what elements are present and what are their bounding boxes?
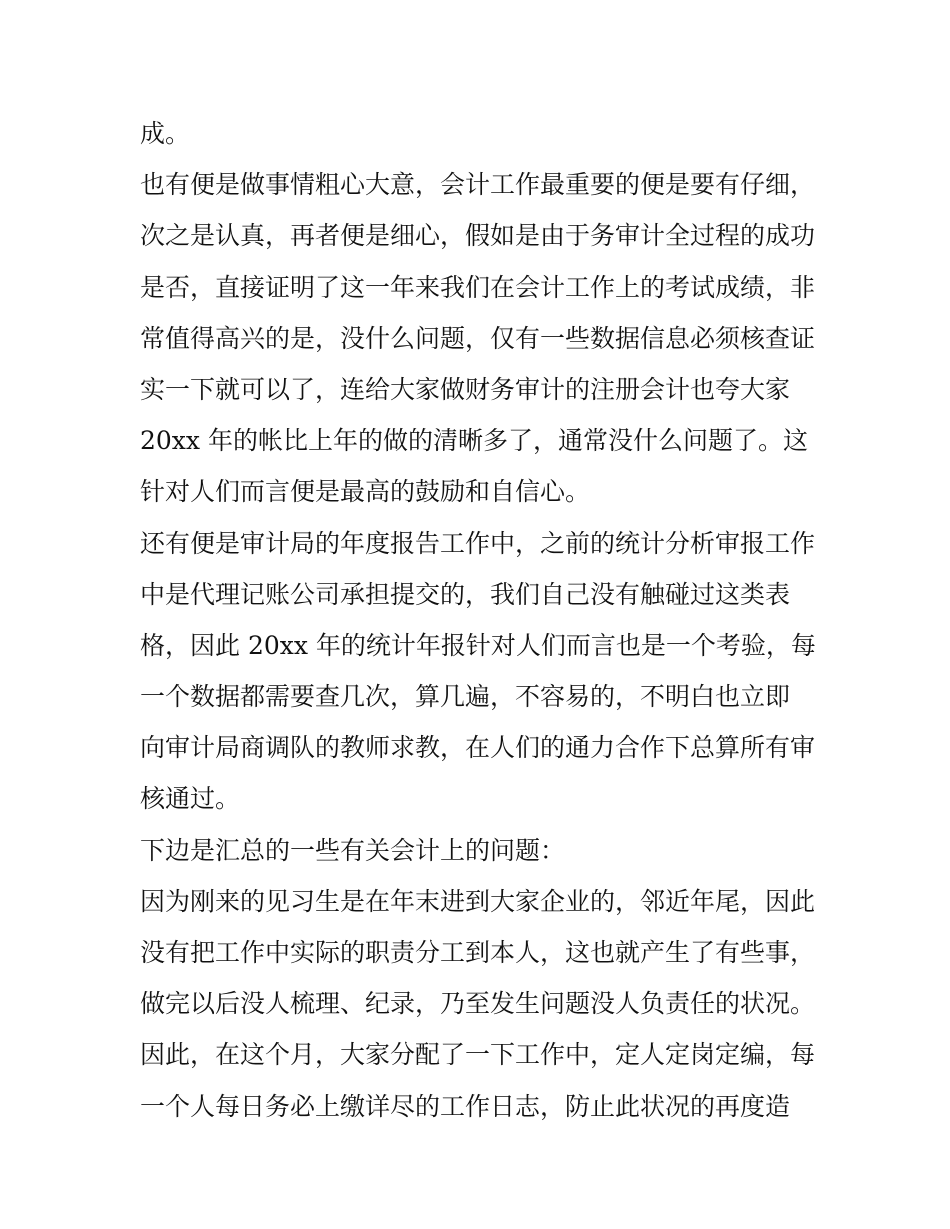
text-line: 一个数据都需要查几次，算几遍，不容易的，不明白也立即 (140, 682, 791, 712)
document-body-text (140, 108, 830, 1132)
text-line: 也有便是做事情粗心大意，会计工作最重要的便是要有仔细， (140, 170, 816, 200)
text-line: 是否，直接证明了这一年来我们在会计工作上的考试成绩，非 (140, 272, 816, 302)
text-line: 核通过。 (140, 784, 241, 814)
text-line: 次之是认真，再者便是细心，假如是由于务审计全过程的成功 (140, 221, 816, 251)
text-line: 20xx 年的帐比上年的做的清晰多了，通常没什么问题了。这 (140, 426, 808, 456)
text-line: 还有便是审计局的年度报告工作中，之前的统计分析审报工作 (140, 528, 816, 558)
text-line: 一个人每日务必上缴详尽的工作日志，防止此状况的再度造 (140, 1091, 791, 1121)
text-line: 格，因此 20xx 年的统计年报针对人们而言也是一个考验，每 (140, 630, 816, 660)
text-line: 因此，在这个月，大家分配了一下工作中，定人定岗定编，每 (140, 1040, 816, 1070)
text-line: 实一下就可以了，连给大家做财务审计的注册会计也夸大家 (140, 374, 791, 404)
text-line: 常值得高兴的是，没什么问题，仅有一些数据信息必须核查证 (140, 323, 816, 353)
text-line: 没有把工作中实际的职责分工到本人，这也就产生了有些事， (140, 938, 816, 967)
text-line: 成。 (140, 119, 191, 148)
text-line: 针对人们而言便是最高的鼓励和自信心。 (140, 477, 591, 507)
text-line: 因为刚来的见习生是在年末进到大家企业的，邻近年尾，因此 (140, 886, 816, 916)
text-line: 向审计局商调队的教师求教，在人们的通力合作下总算所有审 (140, 733, 816, 763)
text-line: 做完以后没人梳理、纪录，乃至发生问题没人负责任的状况。 (140, 989, 816, 1019)
text-line: 中是代理记账公司承担提交的，我们自己没有触碰过这类表 (140, 579, 791, 609)
text-line: 下边是汇总的一些有关会计上的问题： (140, 835, 566, 865)
